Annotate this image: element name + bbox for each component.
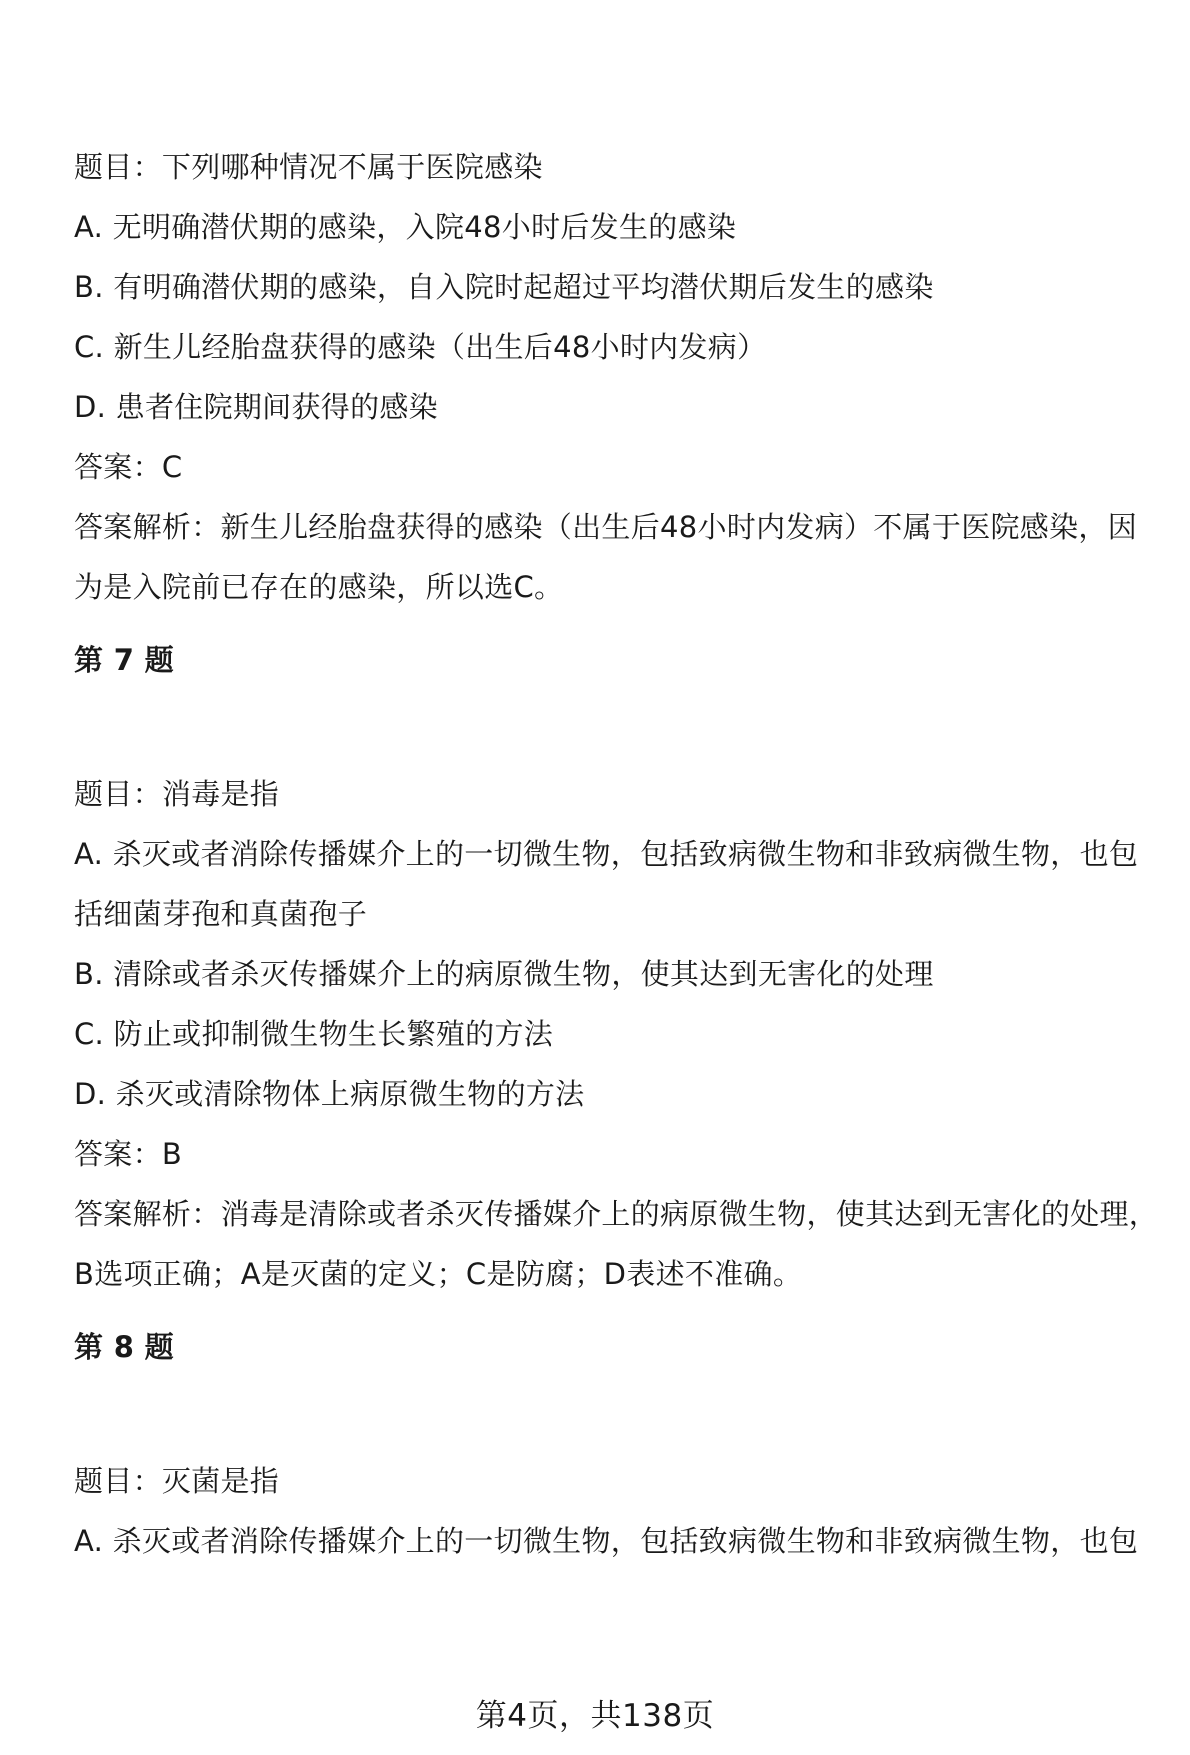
- q7-question: 题目：消毒是指: [74, 777, 280, 811]
- q7-option-d: D. 杀灭或清除物体上病原微生物的方法: [74, 1077, 585, 1111]
- q8-question: 题目：灭菌是指: [74, 1464, 280, 1498]
- q6-option-d: D. 患者住院期间获得的感染: [74, 390, 438, 424]
- q6-option-a: A. 无明确潜伏期的感染，入院48小时后发生的感染: [74, 210, 737, 244]
- q7-explanation: 答案解析：消毒是清除或者杀灭传播媒介上的病原微生物，使其达到无害化的处理，B选项正确；A是灭菌的定义；C是防腐；D表述不准确。: [74, 1197, 1159, 1291]
- q6-question: 题目：下列哪种情况不属于医院感染: [74, 150, 543, 184]
- spacer: [74, 1362, 1174, 1466]
- q6-option-c: C. 新生儿经胎盘获得的感染（出生后48小时内发病）: [74, 330, 767, 364]
- q7-option-a: A. 杀灭或者消除传播媒介上的一切微生物，包括致病微生物和非致病微生物，也包括细菌芽孢和真菌孢子: [74, 837, 1139, 931]
- q7-heading: 第 7 题: [74, 643, 174, 677]
- q6-option-b: B. 有明确潜伏期的感染，自入院时起超过平均潜伏期后发生的感染: [74, 270, 934, 304]
- q8-option-a: A. 杀灭或者消除传播媒介上的一切微生物，包括致病微生物和非致病微生物，也包: [74, 1524, 1139, 1558]
- q6-answer: 答案：C: [74, 450, 183, 484]
- spacer: [74, 675, 1174, 779]
- q8-heading: 第 8 题: [74, 1330, 174, 1364]
- q6-explanation: 答案解析：新生儿经胎盘获得的感染（出生后48小时内发病）不属于医院感染，因为是入院前已存在的感染，所以选C。: [74, 510, 1138, 604]
- q7-option-c: C. 防止或抑制微生物生长繁殖的方法: [74, 1017, 554, 1051]
- q7-answer: 答案：B: [74, 1137, 183, 1171]
- page-number: 第4页，共138页: [475, 1698, 715, 1734]
- document-body: [74, 152, 1174, 1586]
- q7-option-b: B. 清除或者杀灭传播媒介上的病原微生物，使其达到无害化的处理: [74, 957, 934, 991]
